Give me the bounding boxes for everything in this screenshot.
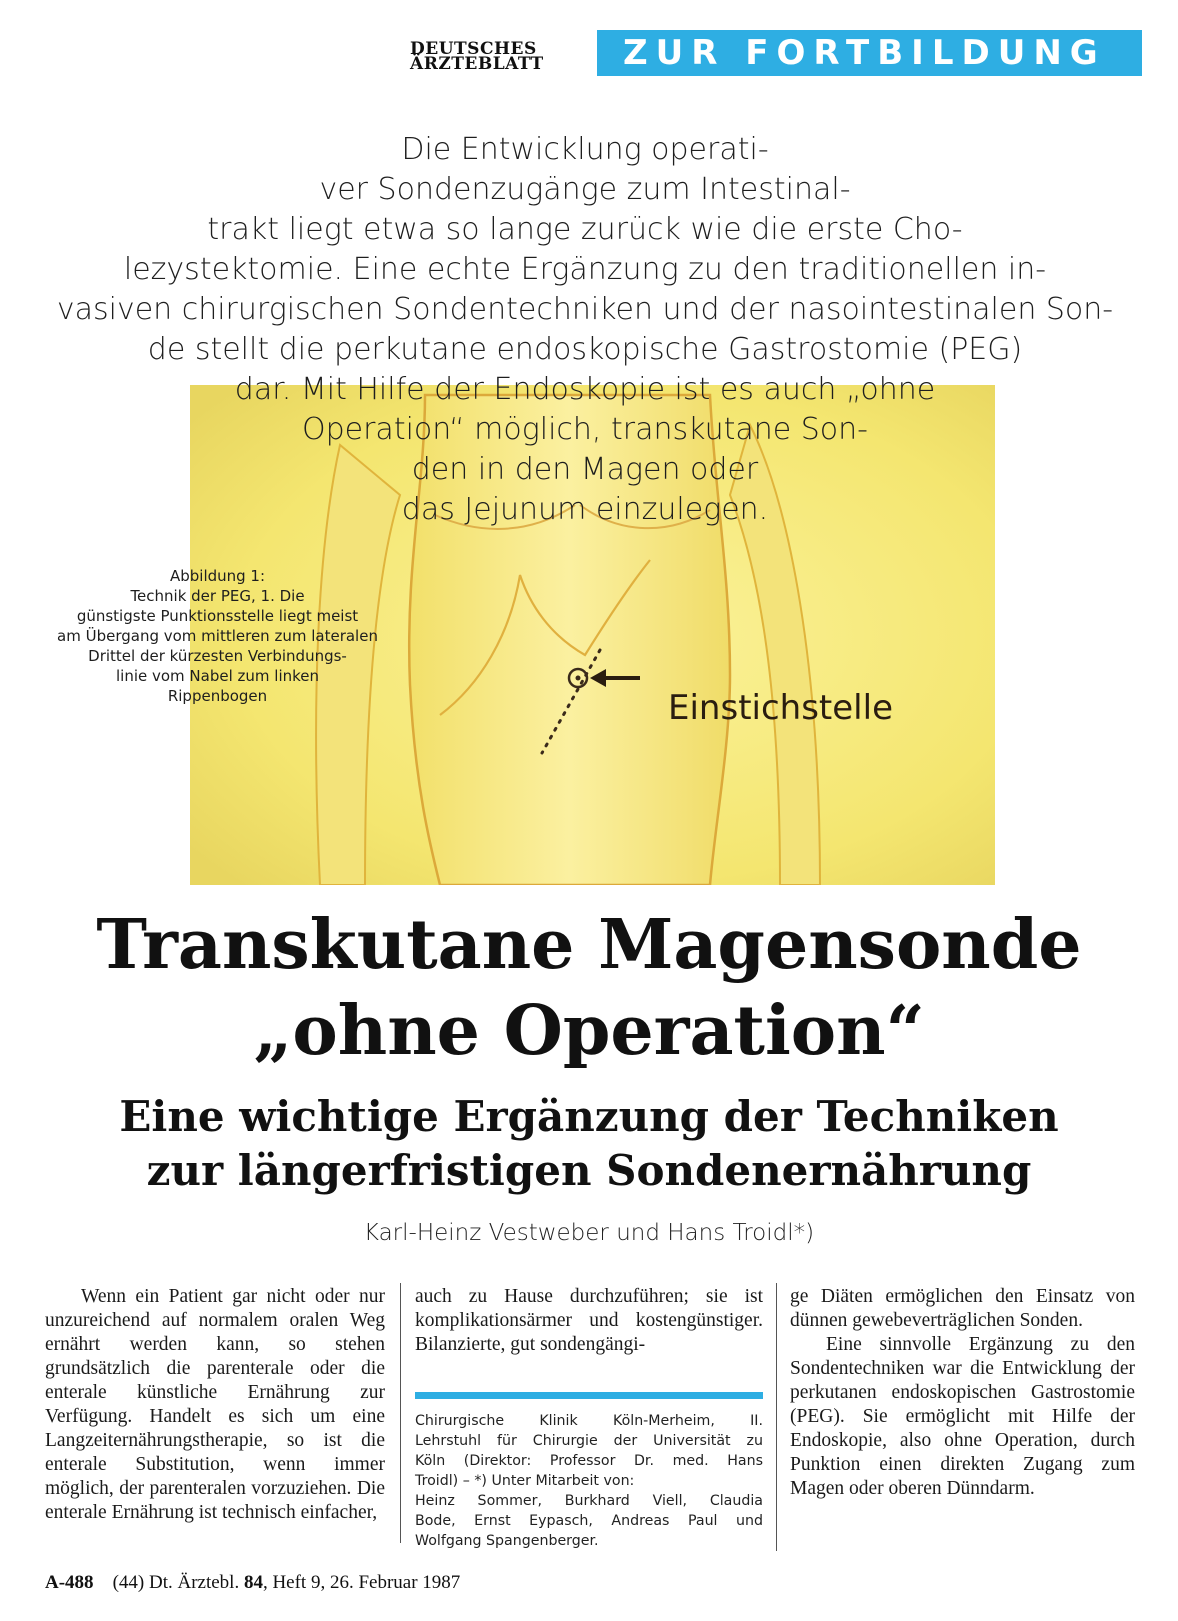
page-number: A-488 bbox=[45, 1572, 94, 1593]
footnote-line: Bode, Ernst Eypasch, Andreas Paul und bbox=[415, 1513, 763, 1529]
footnote-line: Köln (Direktor: Professor Dr. med. Hans bbox=[415, 1453, 763, 1469]
title-line: Transkutane Magensonde bbox=[96, 905, 1082, 985]
footnote-line: Chirurgische Klinik Köln-Merheim, II. bbox=[415, 1413, 763, 1429]
subtitle-line: zur längerfristigen Sondenernährung bbox=[146, 1146, 1032, 1195]
section-banner: ZUR FORTBILDUNG bbox=[597, 30, 1142, 76]
caption-line: Drittel der kürzesten Verbindungs- bbox=[88, 647, 347, 665]
caption-line: Rippenbogen bbox=[167, 687, 268, 705]
title-line: „ohne Operation“ bbox=[253, 991, 925, 1071]
article-subtitle bbox=[30, 1090, 1148, 1198]
puncture-site-label: Einstichstelle bbox=[668, 688, 893, 728]
subtitle-line: Eine wichtige Ergänzung der Techniken bbox=[119, 1092, 1059, 1141]
logo-line-1: DEUTSCHES bbox=[410, 39, 537, 59]
logo-line-2: ÄRZTEBLATT bbox=[410, 54, 544, 74]
body-column-2 bbox=[415, 1285, 763, 1357]
issue-page: (44) bbox=[112, 1572, 145, 1593]
footnote-line: Wolfgang Spangenberger. bbox=[415, 1533, 599, 1549]
intro-line: Operation“ möglich, transkutane Son- bbox=[301, 412, 868, 447]
figure-caption bbox=[30, 566, 405, 706]
footnote-line: Troidl) – *) Unter Mitarbeit von: bbox=[415, 1473, 635, 1489]
intro-line: ver Sondenzugänge zum Intestinal- bbox=[319, 172, 851, 207]
affiliation-footnote bbox=[415, 1411, 763, 1551]
footnote-line: Lehrstuhl für Chirurgie der Universität zu bbox=[415, 1433, 763, 1449]
intro-line: Die Entwicklung operati- bbox=[401, 132, 769, 167]
intro-line: vasiven chirurgischen Sondentechniken und der nasointestinalen Son- bbox=[56, 292, 1114, 327]
caption-line: Technik der PEG, 1. Die bbox=[130, 587, 305, 605]
journal-logo bbox=[410, 39, 580, 74]
volume: 84 bbox=[243, 1572, 263, 1593]
article-intro bbox=[40, 130, 1130, 530]
body-column-1 bbox=[45, 1285, 385, 1525]
intro-line: den in den Magen oder bbox=[411, 452, 759, 487]
caption-line: Abbildung 1: bbox=[169, 567, 266, 585]
caption-line: am Übergang vom mittleren zum lateralen bbox=[57, 627, 378, 645]
masthead bbox=[410, 30, 1142, 76]
paragraph: Wenn ein Patient gar nicht oder nur unzureichend auf normalem oralen Weg ernährt werden kann, so stehen grundsätzlich die parenterale oder die enterale künstliche Ernährung zur Verfügung. Handelt es sich um eine Langzeiternährungstherapie, so ist die enterale Substitution, wenn immer möglich, der parenteralen vorzuziehen. Die enterale Ernährung ist technisch einfacher, bbox=[45, 1286, 385, 1523]
paragraph: Eine sinnvolle Ergänzung zu den Sondentechniken war die Entwicklung der perkutanen endoskopischen Gastrostomie (PEG). Sie ermöglicht mit Hilfe der Endoskopie, also ohne Operation, durch Punktion einen direkten Zugang zum Magen oder oberen Dünndarm. bbox=[790, 1334, 1135, 1499]
column-divider bbox=[400, 1283, 401, 1543]
body-column-3 bbox=[790, 1285, 1135, 1501]
authors: Karl-Heinz Vestweber und Hans Troidl*) bbox=[363, 1220, 815, 1246]
caption-line: linie vom Nabel zum linken bbox=[115, 667, 320, 685]
intro-line: trakt liegt etwa so lange zurück wie die erste Cho- bbox=[207, 212, 963, 247]
journal-abbrev: Dt. Ärztebl. bbox=[148, 1572, 240, 1593]
intro-line: dar. Mit Hilfe der Endoskopie ist es auch „ohne bbox=[234, 372, 936, 407]
paragraph: auch zu Hause durchzuführen; sie ist komplikationsärmer und kostengünstiger. Bilanzierte, gut sondengängi- bbox=[415, 1286, 763, 1355]
column-divider bbox=[776, 1283, 777, 1551]
footnote-divider bbox=[415, 1392, 763, 1399]
article-title bbox=[30, 902, 1148, 1074]
intro-line: de stellt die perkutane endoskopische Gastrostomie (PEG) bbox=[147, 332, 1023, 367]
page-footer bbox=[45, 1572, 460, 1594]
paragraph: ge Diäten ermöglichen den Einsatz von dünnen gewebeverträglichen Sonden. bbox=[790, 1286, 1135, 1331]
caption-line: günstigste Punktionsstelle liegt meist bbox=[76, 607, 359, 625]
intro-line: lezystektomie. Eine echte Ergänzung zu den traditionellen in- bbox=[123, 252, 1047, 287]
issue-date: , Heft 9, 26. Februar 1987 bbox=[262, 1572, 461, 1593]
footnote-line: Heinz Sommer, Burkhard Viell, Claudia bbox=[415, 1493, 763, 1509]
intro-line: das Jejunum einzulegen. bbox=[401, 492, 769, 527]
